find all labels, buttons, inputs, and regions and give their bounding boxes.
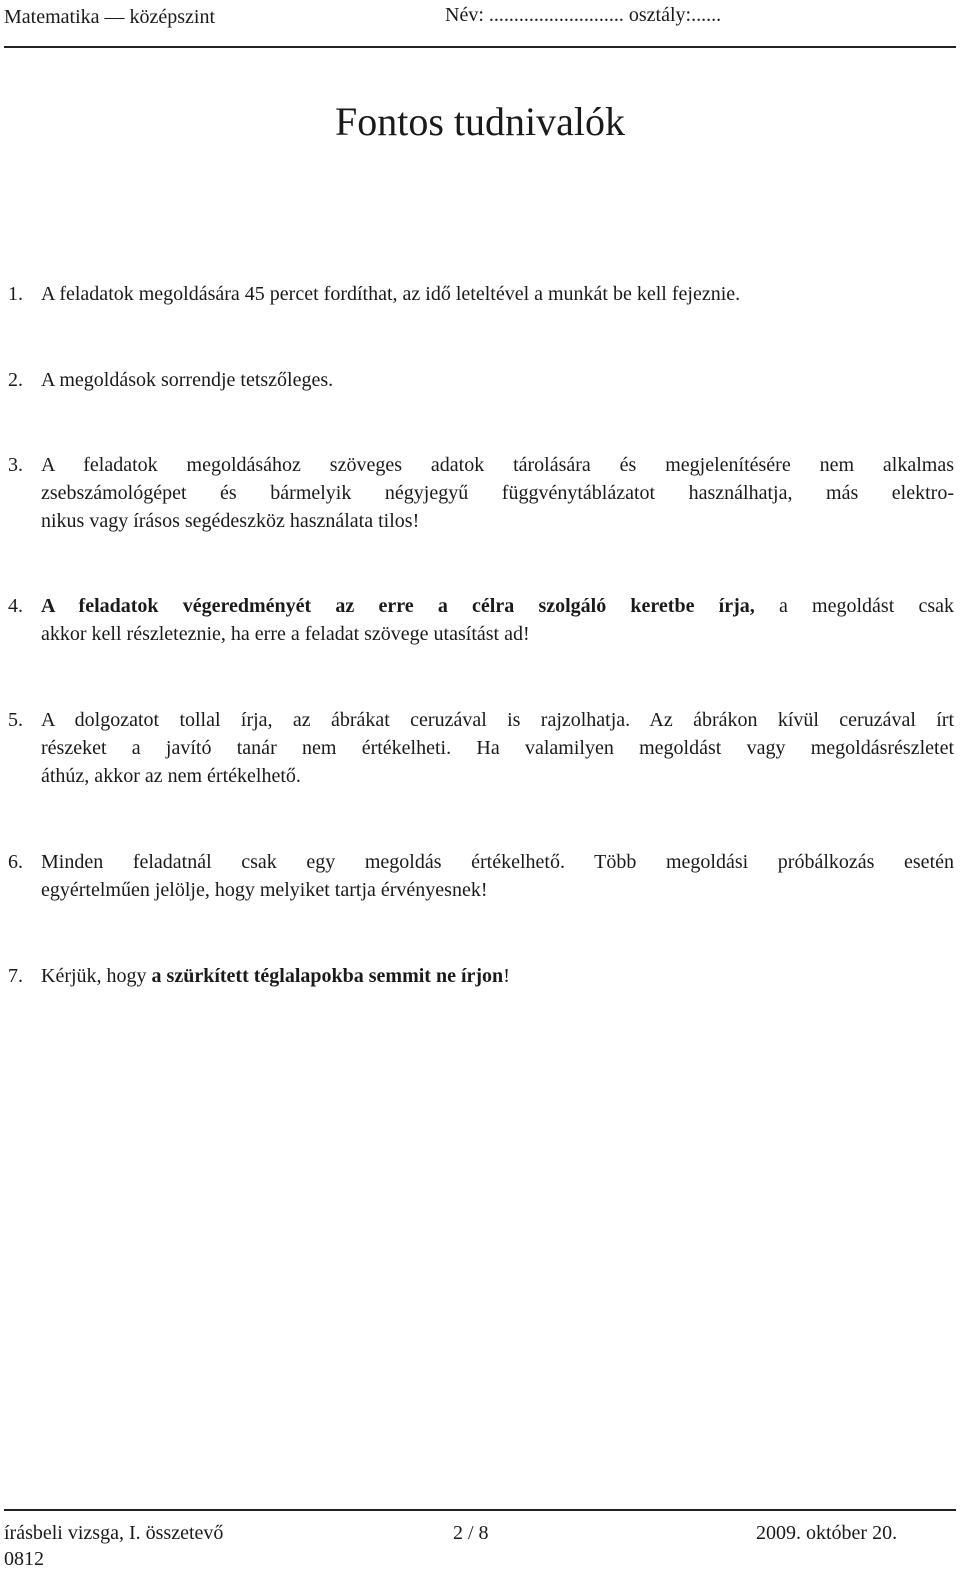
item-number: 3. (8, 454, 23, 476)
header-name-class-field: Név: ........................... osztály:...... (445, 4, 722, 26)
item-number: 6. (8, 851, 23, 873)
instruction-item-7 (4, 962, 954, 990)
footer-exam-label: írásbeli vizsga, I. összetevő (4, 1522, 224, 1544)
item-text-line: Minden feladatnál csak egy megoldás értékelhető. Több megoldási próbálkozás esetén (41, 851, 954, 873)
item-text-line: részeket a javító tanár nem értékelheti. Ha valamilyen megoldást vagy megoldásrészletet (41, 737, 954, 759)
footer-divider (4, 1509, 956, 1511)
instruction-item-1 (4, 280, 954, 308)
item-number: 7. (8, 965, 23, 987)
item-number: 4. (8, 595, 23, 617)
item-text-line (41, 592, 954, 620)
item-text-line: A feladatok megoldásához szöveges adatok tárolására és megjelenítésére nem alkalmas (41, 454, 954, 476)
instruction-item-3 (4, 451, 954, 535)
item-number: 1. (8, 283, 23, 305)
item-text-line: akkor kell részleteznie, ha erre a feladat szövege utasítást ad! (41, 623, 530, 645)
item-text-line: áthúz, akkor az nem értékelhető. (41, 765, 301, 787)
item-bold-text: A feladatok végeredményét az erre a célra szolgáló keretbe írja, (41, 595, 755, 617)
item-number: 5. (8, 709, 23, 731)
item-number: 2. (8, 369, 23, 391)
footer-code: 0812 (4, 1548, 44, 1570)
item-text-line (41, 962, 954, 990)
instruction-item-2 (4, 366, 954, 394)
item-text-line: nikus vagy írásos segédeszköz használata tilos! (41, 510, 420, 532)
item-text: Kérjük, hogy (41, 965, 152, 987)
item-text-line: A feladatok megoldására 45 percet fordíthat, az idő leteltével a munkát be kell fejeznie. (41, 283, 741, 305)
item-text-line: zsebszámológépet és bármelyik négyjegyű függvénytáblázatot használhatja, más elektro- (41, 482, 954, 504)
page-header (4, 4, 956, 34)
footer-page-number: 2 / 8 (453, 1522, 489, 1544)
instruction-item-6 (4, 848, 954, 904)
header-divider (4, 46, 956, 48)
item-text-line: egyértelműen jelölje, hogy melyiket tartja érvényesnek! (41, 879, 488, 901)
footer-date: 2009. október 20. (756, 1522, 898, 1544)
item-text-line: A dolgozatot tollal írja, az ábrákat ceruzával is rajzolhatja. Az ábrákon kívül ceruzával írt (41, 709, 954, 731)
instruction-item-4 (4, 592, 954, 648)
item-text: ! (503, 965, 510, 987)
item-bold-text: a szürkített téglalapokba semmit ne írjon (151, 965, 504, 987)
item-text-line: A megoldások sorrendje tetszőleges. (41, 369, 334, 391)
page-title: Fontos tudnivalók (334, 99, 626, 144)
item-text: a megoldást csak (754, 595, 954, 617)
instruction-item-5 (4, 706, 954, 790)
header-subject: Matematika — középszint (4, 6, 216, 28)
